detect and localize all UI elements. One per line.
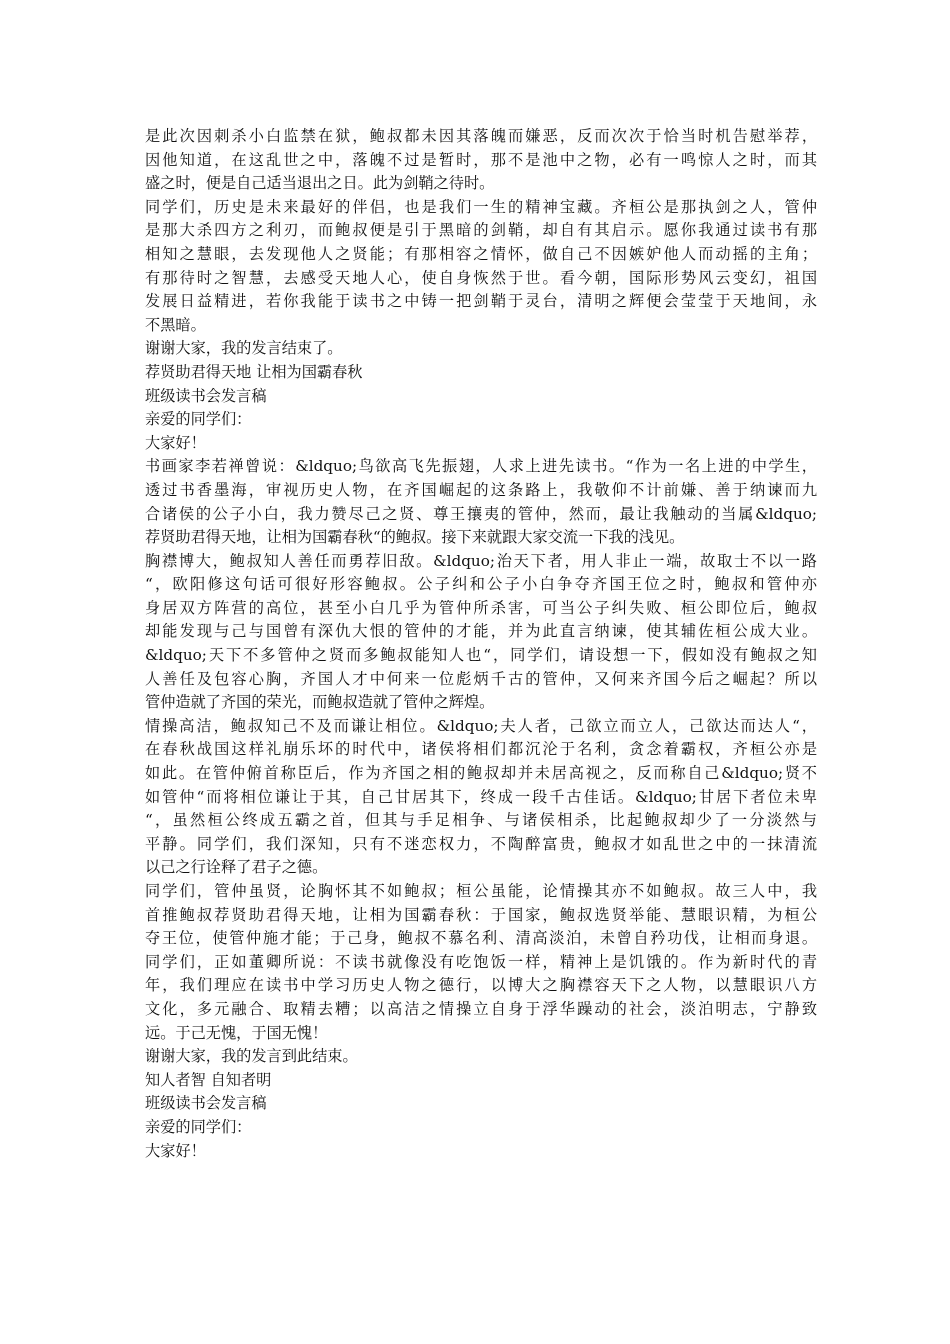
text-line: 文化，多元融合、取精去糟；以高洁之情操立自身于浮华躁动的社会，淡泊明志，宁静致 xyxy=(145,999,817,1018)
text-line: 谢谢大家，我的发言结束了。 xyxy=(145,339,343,358)
text-line: 同学们，正如董卿所说：不读书就像没有吃饱饭一样，精神上是饥饿的。作为新时代的青 xyxy=(145,952,817,971)
document-body xyxy=(145,125,817,1163)
text-line: 不黑暗。 xyxy=(145,315,206,334)
text-line: 情操高洁，鲍叔知己不及而谦让相位。&ldquo;夫人者，己欲立而立人，己欲达而达人“， xyxy=(145,716,817,735)
text-line: 盛之时，便是自己适当退出之日。此为剑鞘之待时。 xyxy=(145,174,495,193)
text-line: 是那大杀四方之利刃，而鲍叔便是引于黑暗的剑鞘，却自有其启示。愿你我通过读书有那 xyxy=(145,221,817,240)
text-line: 平静。同学们，我们深知，只有不迷恋权力，不陶醉富贵，鲍叔才如乱世之中的一抹清流 xyxy=(145,834,817,853)
text-line: 发展日益精进，若你我能于读书之中铸一把剑鞘于灵台，清明之辉便会莹莹于天地间，永 xyxy=(145,292,817,311)
text-line: “，欧阳修这句话可很好形容鲍叔。公子纠和公子小白争夺齐国王位之时，鲍叔和管仲亦 xyxy=(145,575,817,594)
text-line: 是此次因刺杀小白监禁在狱，鲍叔都未因其落魄而嫌恶，反而次次于恰当时机告慰举荐， xyxy=(145,127,817,145)
text-line: 有那待时之智慧，去感受天地人心，使自身恢然于世。看今朝，国际形势风云变幻，祖国 xyxy=(145,268,817,287)
salutation: 亲爱的同学们： xyxy=(145,410,252,429)
text-line: 相知之慧眼，去发现他人之贤能；有那相容之情怀，做自己不因嫉妒他人而动摇的主角； xyxy=(145,244,817,263)
greeting: 大家好！ xyxy=(145,1141,206,1160)
text-line: 透过书香墨海，审视历史人物，在齐国崛起的这条路上，我敬仰不计前嫌、善于纳谏而九 xyxy=(145,480,817,499)
text-line: “，虽然桓公终成五霸之首，但其与手足相争、与诸侯相杀，比起鲍叔却少了一分淡然与 xyxy=(145,811,817,830)
text-line: 却能发现与己与国曾有深仇大恨的管仲的才能，并为此直言纳谏，使其辅佐桓公成大业。 xyxy=(145,622,817,641)
text-line: 如管仲“而将相位谦让于其，自己甘居其下，终成一段千古佳话。&ldquo;甘居下者位未卑 xyxy=(145,787,817,806)
section-subtitle: 班级读书会发言稿 xyxy=(145,386,267,405)
greeting: 大家好！ xyxy=(145,433,206,452)
text-line: 谢谢大家，我的发言到此结束。 xyxy=(145,1047,358,1066)
text-line: 人善任及包容心胸，齐国人才中何来一位彪炳千古的管仲，又何来齐国今后之崛起？所以 xyxy=(145,669,817,688)
text-line: 在春秋战国这样礼崩乐坏的时代中，诸侯将相们都沉沦于名利，贪念着霸权，齐桓公亦是 xyxy=(145,740,817,759)
text-line: 管仲造就了齐国的荣光，而鲍叔造就了管仲之辉煌。 xyxy=(145,693,495,712)
text-line: 身居双方阵营的高位，甚至小白几乎为管仲所杀害，可当公子纠失败、桓公即位后，鲍叔 xyxy=(145,598,817,617)
text-line: 首推鲍叔荐贤助君得天地，让相为国霸春秋：于国家，鲍叔选贤举能、慧眼识精，为桓公 xyxy=(145,905,817,924)
section-subtitle: 班级读书会发言稿 xyxy=(145,1094,267,1113)
section-title: 荐贤助君得天地 让相为国霸春秋 xyxy=(145,362,363,381)
text-line: 年，我们理应在读书中学习历史人物之德行，以博大之胸襟容天下之人物，以慧眼识八方 xyxy=(145,976,817,995)
text-line: 如此。在管仲俯首称臣后，作为齐国之相的鲍叔却并未居高视之，反而称自己&ldquo;贤不 xyxy=(145,764,817,783)
text-line: 同学们，历史是未来最好的伴侣，也是我们一生的精神宝藏。齐桓公是那执剑之人，管仲 xyxy=(145,197,817,216)
salutation: 亲爱的同学们： xyxy=(145,1117,252,1136)
text-line: 胸襟博大，鲍叔知人善任而勇荐旧敌。&ldquo;治天下者，用人非止一端，故取士不以一路 xyxy=(145,551,817,570)
text-line: &ldquo;天下不多管仲之贤而多鲍叔能知人也“，同学们，请设想一下，假如没有鲍叔之知 xyxy=(145,646,817,665)
text-line: 同学们，管仲虽贤，论胸怀其不如鲍叔；桓公虽能，论情操其亦不如鲍叔。故三人中，我 xyxy=(145,882,817,900)
text-line: 荐贤助君得天地，让相为国霸春秋“的鲍叔。接下来就跟大家交流一下我的浅见。 xyxy=(145,528,685,547)
text-line: 因他知道，在这乱世之中，落魄不过是暂时，那不是池中之物，必有一鸣惊人之时，而其 xyxy=(145,150,817,169)
text-line: 合诸侯的公子小白，我力赞尽己之贤、尊王攘夷的管仲，然而，最让我触动的当属&ldquo; xyxy=(145,504,817,523)
text-line: 以己之行诠释了君子之德。 xyxy=(145,858,328,877)
text-line: 书画家李若禅曾说：&ldquo;鸟欲高飞先振翅，人求上进先读书。“作为一名上进的中学生， xyxy=(145,457,817,476)
section-title: 知人者智 自知者明 xyxy=(145,1070,272,1089)
text-line: 夺王位，使管仲施才能；于己身，鲍叔不慕名利、清高淡泊，未曾自矜功伐，让相而身退。 xyxy=(145,929,817,948)
text-line: 远。于己无愧，于国无愧！ xyxy=(145,1023,328,1042)
